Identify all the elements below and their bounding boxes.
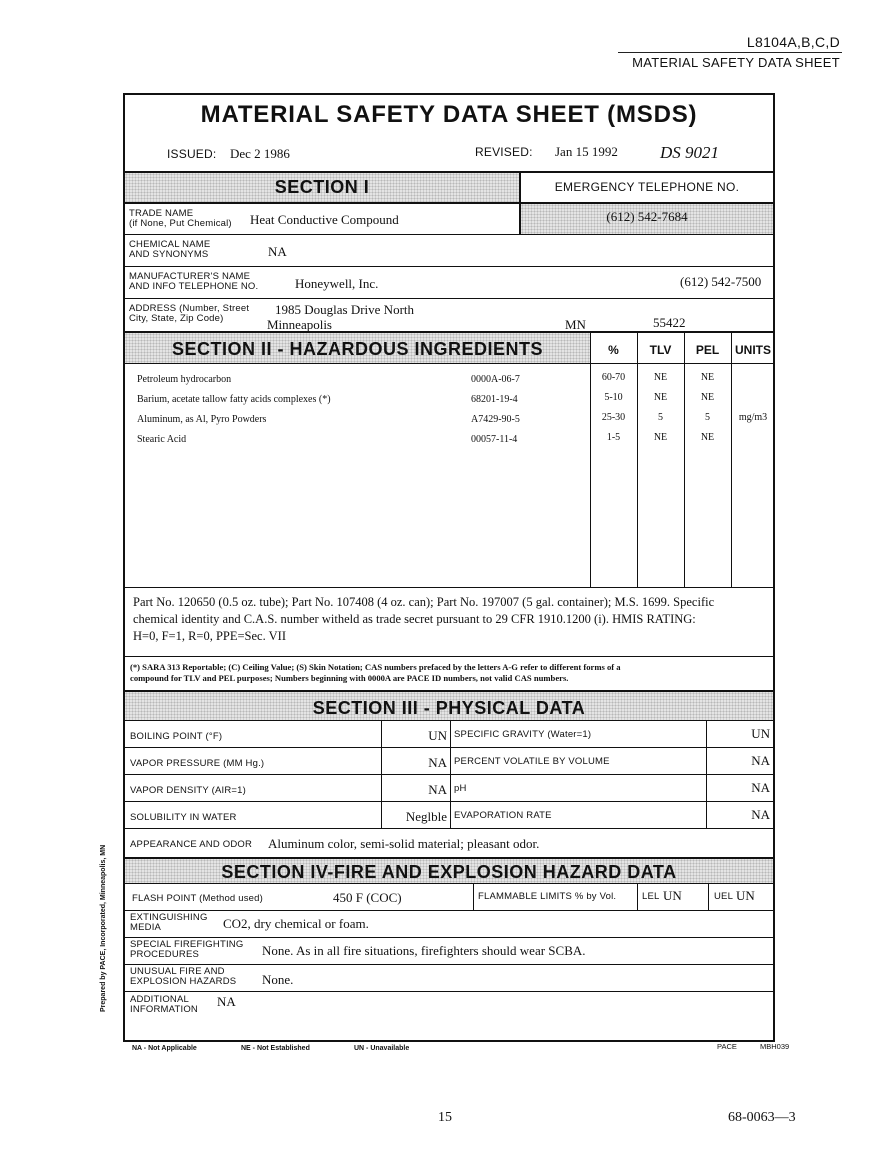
ingredient-pel: NE <box>700 392 715 403</box>
additional-info-label-line1: ADDITIONAL <box>130 994 190 1005</box>
ingredient-name: Aluminum, as Al, Pyro Powders <box>137 414 267 425</box>
unusual-hazards-label-line2: EXPLOSION HAZARDS <box>130 976 237 987</box>
ingredient-pel: 5 <box>705 412 710 423</box>
issued-label: ISSUED: <box>167 147 217 161</box>
vapor-density-value: NA <box>428 782 447 797</box>
rule <box>125 964 773 965</box>
percent-volatile-value: NA <box>751 753 770 768</box>
side-credit: Prepared by PACE, Incorporated, Minneapolis, MN <box>100 844 107 1012</box>
boiling-point-label: BOILING POINT (°F) <box>130 731 223 742</box>
rule <box>125 234 773 235</box>
ingredient-pct: 60-70 <box>601 372 626 383</box>
ingredient-pct: 5-10 <box>604 392 623 403</box>
legend-un: UN - Unavailable <box>354 1045 410 1052</box>
special-firefighting-value: None. As in all fire situations, firefighters should wear SCBA. <box>262 943 586 958</box>
section3-heading: SECTION III - PHYSICAL DATA <box>312 698 586 718</box>
ingredient-pel: NE <box>700 432 715 443</box>
notes-line: chemical identity and C.A.S. number witheld as trade secret pursuant to 29 CFR 1910.1200 (i). HMIS RATING: <box>133 612 696 626</box>
vapor-pressure-label: VAPOR PRESSURE (MM Hg.) <box>130 758 265 769</box>
lel-label: LEL <box>642 891 660 902</box>
rule <box>125 747 773 748</box>
evaporation-rate-value: NA <box>751 807 770 822</box>
ingredient-pct: 1-5 <box>606 432 621 443</box>
additional-info-label <box>130 995 198 1015</box>
ingredient-tlv: NE <box>653 392 668 403</box>
issued-value: Dec 2 1986 <box>230 146 290 161</box>
rule <box>125 587 773 588</box>
ingredient-cas: A7429-90-5 <box>471 414 520 425</box>
specific-gravity-value: UN <box>751 726 770 741</box>
extinguishing-media-label-line1: EXTINGUISHING <box>130 912 208 923</box>
ingredient-tlv: NE <box>653 432 668 443</box>
col-pel: PEL <box>695 343 720 357</box>
legend-pace: PACE <box>717 1042 737 1051</box>
special-firefighting-label-line2: PROCEDURES <box>130 949 200 960</box>
col-pct: % <box>608 343 619 357</box>
col-tlv: TLV <box>649 343 672 357</box>
trade-name-label <box>129 209 232 229</box>
rule <box>125 937 773 938</box>
ingredient-cas: 00057-11-4 <box>471 434 518 445</box>
solubility-value: Neglble <box>405 809 447 824</box>
manufacturer-label-line2: AND INFO TELEPHONE NO. <box>129 281 259 292</box>
chemical-name-value: NA <box>268 244 287 259</box>
ingredient-name: Stearic Acid <box>137 434 187 445</box>
vapor-density-label: VAPOR DENSITY (AIR=1) <box>130 785 247 796</box>
extinguishing-media-label-line2: MEDIA <box>130 922 162 933</box>
rule <box>125 656 773 657</box>
appearance-value: Aluminum color, semi-solid material; pleasant odor. <box>268 836 540 851</box>
unusual-hazards-value: None. <box>262 972 294 987</box>
rule <box>125 363 773 364</box>
appearance-label: APPEARANCE AND ODOR <box>130 839 253 850</box>
flash-point-value: 450 F (COC) <box>333 890 402 905</box>
rule <box>125 298 773 299</box>
footnote-line: compound for TLV and PEL purposes; Numbers beginning with 0000A are PACE ID numbers, not valid CAS numbers. <box>130 673 569 683</box>
rule <box>125 720 773 721</box>
emergency-label: EMERGENCY TELEPHONE NO. <box>554 180 740 194</box>
msds-form <box>123 93 775 1042</box>
address-street: 1985 Douglas Drive North <box>275 302 415 317</box>
address-label-line1: ADDRESS (Number, Street <box>129 303 250 314</box>
section2-heading: SECTION II - HAZARDOUS INGREDIENTS <box>171 339 543 359</box>
percent-volatile-label: PERCENT VOLATILE BY VOLUME <box>454 756 610 767</box>
ingredient-pel: NE <box>700 372 715 383</box>
special-firefighting-label <box>130 940 243 960</box>
manufacturer-value: Honeywell, Inc. <box>295 276 379 291</box>
extinguishing-media-label <box>130 913 208 933</box>
unusual-hazards-label <box>130 967 236 987</box>
ph-value: NA <box>751 780 770 795</box>
ingredient-units: mg/m3 <box>738 412 768 423</box>
ph-label: pH <box>454 783 467 794</box>
ingredient-cas: 0000A-06-7 <box>471 374 520 385</box>
chemical-name-label-line2: AND SYNONYMS <box>129 249 209 260</box>
notes-paragraph <box>133 594 714 645</box>
rule <box>125 774 773 775</box>
emergency-phone: (612) 542-7684 <box>606 209 688 224</box>
address-zip: 55422 <box>653 315 686 330</box>
rule <box>637 331 638 587</box>
address-city: Minneapolis <box>267 317 332 332</box>
chemical-name-label <box>129 240 210 260</box>
solubility-label: SOLUBILITY IN WATER <box>130 812 237 823</box>
trade-name-label-line2: (if None, Put Chemical) <box>129 218 232 229</box>
chemical-name-label-line1: CHEMICAL NAME <box>129 239 211 250</box>
col-units: UNITS <box>735 343 771 357</box>
legend-na: NA - Not Applicable <box>132 1045 197 1052</box>
rule <box>125 991 773 992</box>
form-title: MATERIAL SAFETY DATA SHEET (MSDS) <box>200 101 698 128</box>
section1-heading: SECTION I <box>274 177 370 197</box>
header-subtitle: MATERIAL SAFETY DATA SHEET <box>632 55 840 70</box>
ingredient-name: Petroleum hydrocarbon <box>137 374 232 385</box>
address-label-line2: City, State, Zip Code) <box>129 313 224 324</box>
ingredient-pct: 25-30 <box>601 412 626 423</box>
document-code: L8104A,B,C,D <box>746 34 840 50</box>
document-number: 68-0063—3 <box>728 1110 796 1125</box>
rule <box>684 331 685 587</box>
uel-label: UEL <box>714 891 734 902</box>
rule <box>125 910 773 911</box>
rule <box>125 828 773 829</box>
rule <box>590 331 591 587</box>
rule <box>125 266 773 267</box>
rule <box>731 331 732 587</box>
trade-name-value: Heat Conductive Compound <box>250 212 399 227</box>
legend-code: MBH039 <box>760 1042 790 1051</box>
flammable-limits-label: FLAMMABLE LIMITS % by Vol. <box>478 891 617 902</box>
ingredient-tlv: NE <box>653 372 668 383</box>
lel-value: UN <box>663 888 682 903</box>
manufacturer-label <box>129 272 258 292</box>
header-rule <box>618 52 842 53</box>
unusual-hazards-label-line1: UNUSUAL FIRE AND <box>130 966 225 977</box>
extinguishing-media-value: CO2, dry chemical or foam. <box>223 916 369 931</box>
rule <box>473 883 474 910</box>
rule <box>125 801 773 802</box>
evaporation-rate-label: EVAPORATION RATE <box>454 810 552 821</box>
uel-value: UN <box>736 888 755 903</box>
address-label <box>129 304 249 324</box>
additional-info-label-line2: INFORMATION <box>130 1004 198 1015</box>
rule <box>125 883 773 884</box>
notes-line: H=0, F=1, R=0, PPE=Sec. VII <box>133 629 286 643</box>
footnote <box>130 662 621 684</box>
footnote-line: (*) SARA 313 Reportable; (C) Ceiling Value; (S) Skin Notation; CAS numbers prefaced by the letters A-G refer to different forms of a <box>130 662 621 672</box>
rule <box>637 883 638 910</box>
section4-heading: SECTION IV-FIRE AND EXPLOSION HAZARD DATA <box>221 862 677 882</box>
additional-info-value: NA <box>217 994 236 1009</box>
ingredient-name: Barium, acetate tallow fatty acids complexes (*) <box>137 394 331 405</box>
address-state: MN <box>565 317 586 332</box>
ingredient-tlv: 5 <box>658 412 663 423</box>
ingredient-cas: 68201-19-4 <box>471 394 518 405</box>
manufacturer-phone: (612) 542-7500 <box>680 274 762 289</box>
manufacturer-label-line1: MANUFACTURER'S NAME <box>129 271 251 282</box>
flash-point-label: FLASH POINT (Method used) <box>132 893 264 904</box>
page-number: 15 <box>438 1110 452 1125</box>
notes-line: Part No. 120650 (0.5 oz. tube); Part No. 107408 (4 oz. can); Part No. 197007 (5 gal. container); M.S. 1699. Specific <box>133 595 715 609</box>
special-firefighting-label-line1: SPECIAL FIREFIGHTING <box>130 939 244 950</box>
legend-ne: NE - Not Established <box>241 1045 310 1052</box>
handwritten-note: DS 9021 <box>660 143 720 162</box>
rule <box>708 883 709 910</box>
revised-label: REVISED: <box>475 145 533 159</box>
boiling-point-value: UN <box>428 728 447 743</box>
vapor-pressure-value: NA <box>428 755 447 770</box>
revised-value: Jan 15 1992 <box>555 144 618 159</box>
specific-gravity-label: SPECIFIC GRAVITY (Water=1) <box>454 729 592 740</box>
trade-name-label-line1: TRADE NAME <box>129 208 194 219</box>
